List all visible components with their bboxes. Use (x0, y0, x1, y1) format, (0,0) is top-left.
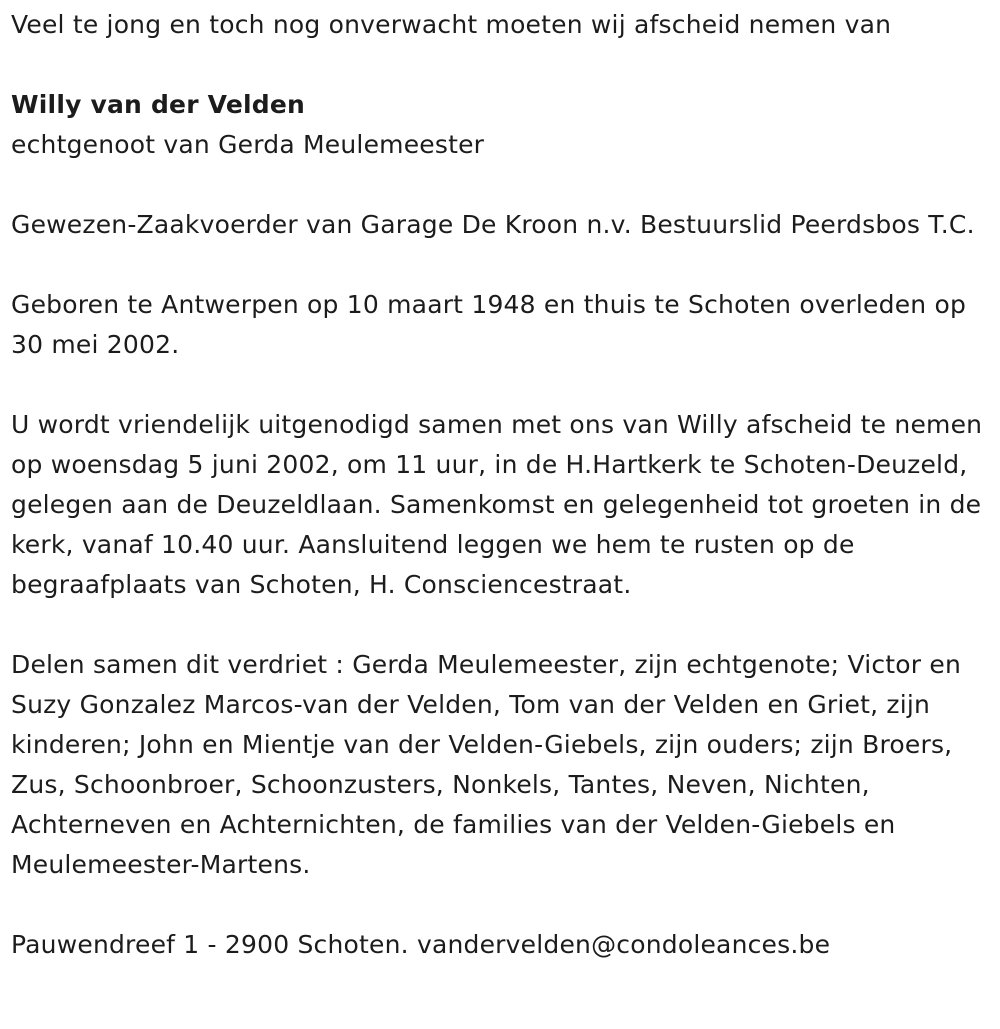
mourners-text: Delen samen dit verdriet : Gerda Meulemeester, zijn echtgenote; Victor en Suzy Gonzalez Marcos-van der Velden, Tom van der Velden en Griet, zijn kinderen; John en Mientje van der Velden-Giebels, zijn ouders; zijn Broers, Zus, Schoonbroer, Schoonzusters, Nonkels, Tantes, Neven, Nichten, Achterneven en Achternichten, de families van der Velden-Giebels en Meulemeester-Martens. (11, 650, 962, 879)
ceremony-text: U wordt vriendelijk uitgenodigd samen met ons van Willy afscheid te nemen op woensdag 5 juni 2002, om 11 uur, in de H.Hartkerk te Schoten-Deuzeld, gelegen aan de Deuzeldlaan. Samenkomst en gelegenheid tot groeten in de kerk, vanaf 10.40 uur. Aansluitend leggen we hem te rusten op de begraafplaats van Schoten, H. Consciencestraat. (11, 410, 983, 599)
deceased-name: Willy van der Velden (11, 90, 305, 119)
spacer (11, 605, 986, 645)
spacer (11, 165, 986, 205)
intro-text: Veel te jong en toch nog onverwacht moeten wij afscheid nemen van (11, 10, 892, 39)
obituary-notice (11, 5, 986, 965)
spacer (11, 365, 986, 405)
spacer (11, 45, 986, 85)
address-text: Pauwendreef 1 - 2900 Schoten. vandervelden@condoleances.be (11, 930, 831, 959)
spacer (11, 245, 986, 285)
spacer (11, 885, 986, 925)
career-text: Gewezen-Zaakvoerder van Garage De Kroon n.v. Bestuurslid Peerdsbos T.C. (11, 210, 975, 239)
birth-death-text: Geboren te Antwerpen op 10 maart 1948 en thuis te Schoten overleden op 30 mei 2002. (11, 290, 967, 359)
spouse-text: echtgenoot van Gerda Meulemeester (11, 130, 485, 159)
